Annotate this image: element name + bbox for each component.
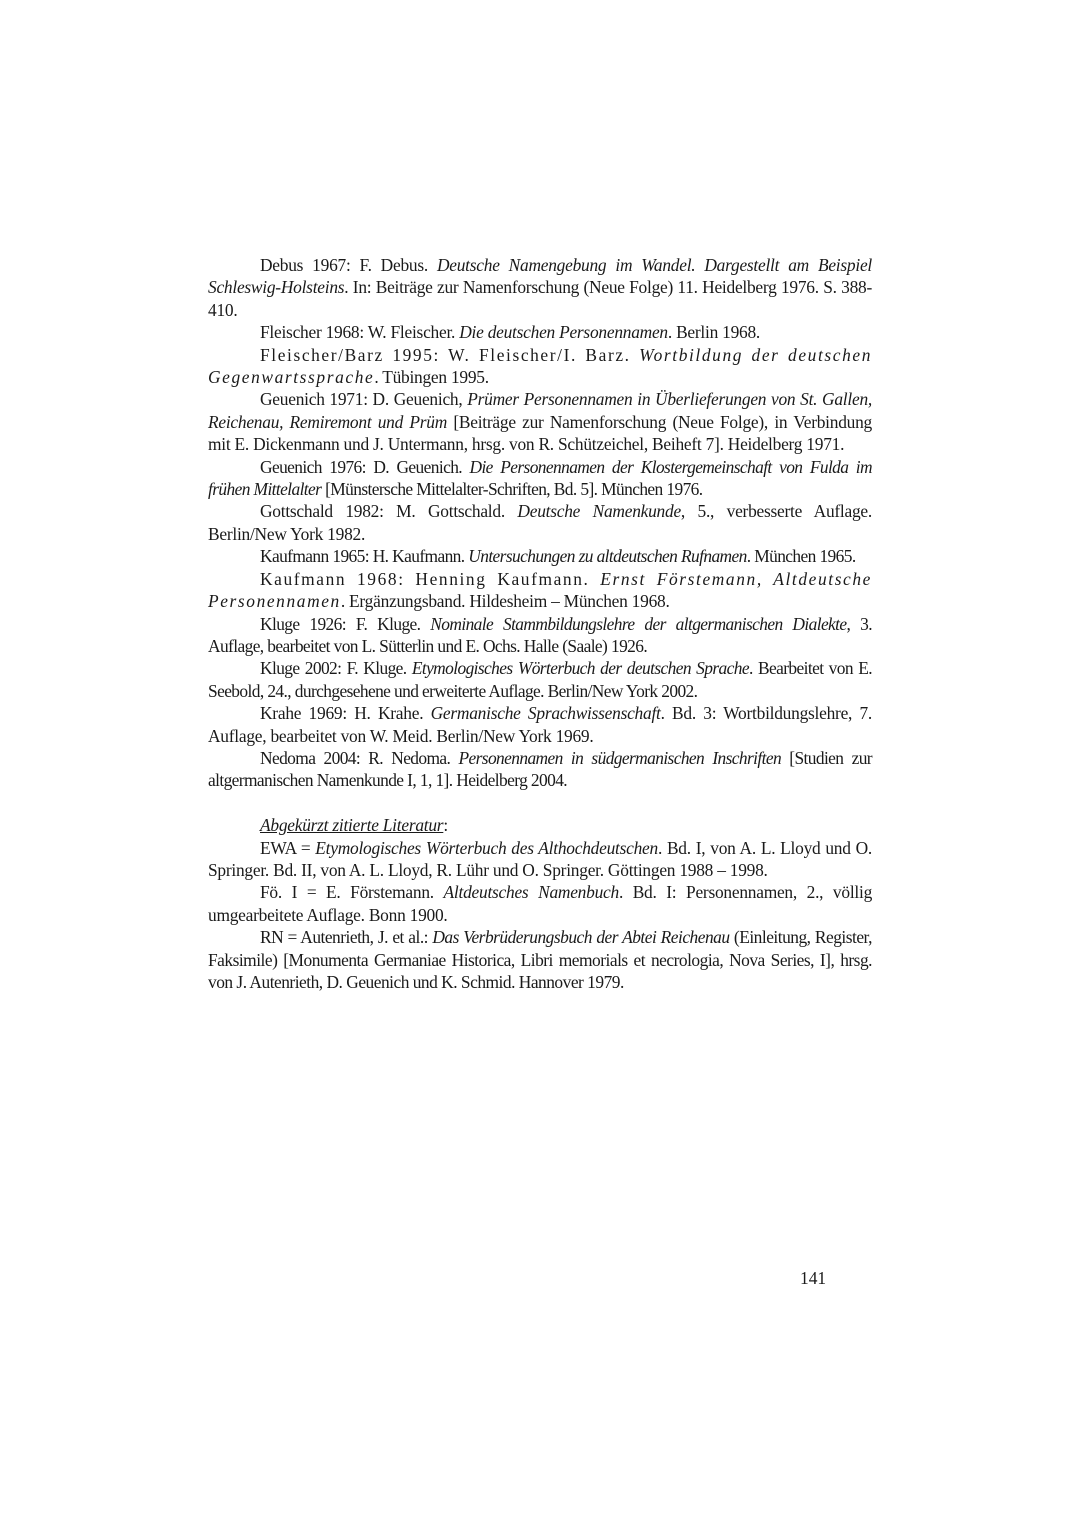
abbreviations-heading [208, 814, 872, 836]
heading-colon: : [443, 815, 448, 836]
entry-text: . Tübingen 1995. [374, 367, 489, 388]
entry-text: Krahe 1969: H. Krahe. [260, 703, 431, 724]
abbreviation-entry [208, 926, 872, 993]
entry-title: Wortbildung der deutschen Gegenwartssprache [208, 344, 872, 388]
bibliography-entry [208, 568, 872, 613]
entry-title: Nominale Stammbildungslehre der altgermanischen Dialekte [430, 613, 847, 634]
entry-text: . Bd. I, von A. L. Lloyd und O. Springer. Bd. II, von A. L. Lloyd, R. Lühr und O. Springer. Göttingen 1988 – 1998. [208, 837, 872, 880]
entry-text: . Bearbeitet von E. Seebold, 24., durchgesehene und erweiterte Auflage. Berlin/New York 2002. [208, 658, 872, 701]
entry-text: Geuenich 1971: D. Geuenich, [260, 389, 468, 410]
entry-text: Nedoma 2004: R. Nedoma. [260, 747, 459, 768]
entry-text: Kaufmann 1968: Henning Kaufmann. [260, 568, 601, 589]
bibliography-text [208, 254, 872, 993]
entry-text: [Münstersche Mittelalter-Schriften, Bd. 5]. München 1976. [321, 479, 703, 500]
abbreviation-entry [208, 837, 872, 882]
bibliography-entry [208, 500, 872, 545]
entry-title: Das Verbrüderungsbuch der Abtei Reichenau [432, 927, 730, 948]
entry-text: Geuenich 1976: D. Geuenich. [260, 456, 470, 477]
entry-title: Ernst Förstemann, Altdeutsche Personennamen [208, 568, 872, 612]
entry-text: , 5., verbesserte Auflage. Berlin/New York 1982. [208, 501, 872, 544]
entry-title: Prümer Personennamen in Überlieferungen von St. Gallen, Reichenau, Remiremont und Prüm [208, 389, 872, 432]
entry-text: Debus 1967: F. Debus. [260, 255, 437, 275]
abbreviations-heading-text: Abgekürzt zitierte Literatur [260, 815, 444, 836]
entry-text: RN = Autenrieth, J. et al.: [260, 927, 433, 948]
bibliography-entry [208, 456, 872, 501]
bibliography-entry [208, 545, 872, 567]
entry-title: Etymologisches Wörterbuch des Althochdeutschen [315, 837, 658, 858]
entry-text: [Beiträge zur Namenforschung (Neue Folge), in Verbindung mit E. Dickenmann und J. Untermann, hrsg. von R. Schützeichel, Beiheft 7]. Heidelberg 1971. [208, 411, 872, 455]
bibliography-entry [208, 321, 872, 343]
bibliography-entry [208, 657, 872, 702]
entry-title: Germanische Sprachwissenschaft [430, 703, 661, 724]
entry-title: Deutsche Namenkunde [517, 501, 681, 522]
entry-text: . Berlin 1968. [667, 322, 761, 343]
entry-text: . Ergänzungsband. Hildesheim – München 1968. [340, 591, 670, 612]
entry-text: Gottschald 1982: M. Gottschald. [260, 501, 518, 522]
entry-text: Fö. I = E. Förstemann. [260, 882, 444, 903]
bibliography-entry [208, 702, 872, 747]
entry-title: Untersuchungen zu altdeutschen Rufnamen [468, 546, 747, 567]
entry-text: EWA = [260, 837, 316, 858]
entry-title: Die deutschen Personennamen [459, 322, 668, 343]
entry-text: Fleischer 1968: W. Fleischer. [260, 322, 460, 343]
bibliography-entry [208, 344, 872, 389]
entry-text: (Einleitung, Register, Faksimile) [Monumenta Germaniae Historica, Libri memorials et necrologia, Nova Series, I], hrsg. von J. Autenrieth, D. Geuenich und K. Schmid. Hannover 1979. [208, 927, 872, 992]
bibliography-entry [208, 388, 872, 455]
entry-title: Die Personennamen der Klostergemeinschaft von Fulda im frühen Mittelalter [208, 456, 872, 500]
entry-text: . Bd. 3: Wortbildungslehre, 7. Auflage, bearbeitet von W. Meid. Berlin/New York 1969. [208, 703, 873, 746]
page-number: 141 [800, 1268, 827, 1288]
entry-title: Altdeutsches Namenbuch [443, 882, 619, 903]
entry-text: Fleischer/Barz 1995: W. Fleischer/I. Barz. [260, 344, 640, 365]
bibliography-entry [208, 613, 872, 658]
abbreviation-entry [208, 881, 872, 926]
entry-title: Deutsche Namengebung im Wandel. Dargestellt am Beispiel Schleswig-Holsteins [208, 255, 872, 298]
bibliography-entry [208, 254, 872, 321]
entry-text: . Bd. I: Personennamen, 2., völlig umgearbeitete Auflage. Bonn 1900. [208, 882, 873, 925]
entry-text: . In: Beiträge zur Namenforschung (Neue Folge) 11. Heidelberg 1976. S. 388-410. [208, 277, 872, 320]
bibliography-entry [208, 747, 872, 792]
entry-text: Kluge 2002: F. Kluge. [260, 658, 412, 679]
section-spacer [208, 792, 872, 814]
entry-text: [Studien zur altgermanischen Namenkunde I, 1, 1]. Heidelberg 2004. [208, 747, 872, 791]
entry-text: . München 1965. [746, 546, 856, 567]
entry-text: Kaufmann 1965: H. Kaufmann. [260, 546, 469, 567]
entry-text: , 3. Auflage, bearbeitet von L. Sütterlin und E. Ochs. Halle (Saale) 1926. [208, 613, 873, 656]
entry-title: Etymologisches Wörterbuch der deutschen Sprache [411, 658, 749, 679]
entry-title: Personennamen in südgermanischen Inschriften [458, 747, 782, 768]
entry-text: Kluge 1926: F. Kluge. [260, 613, 431, 634]
